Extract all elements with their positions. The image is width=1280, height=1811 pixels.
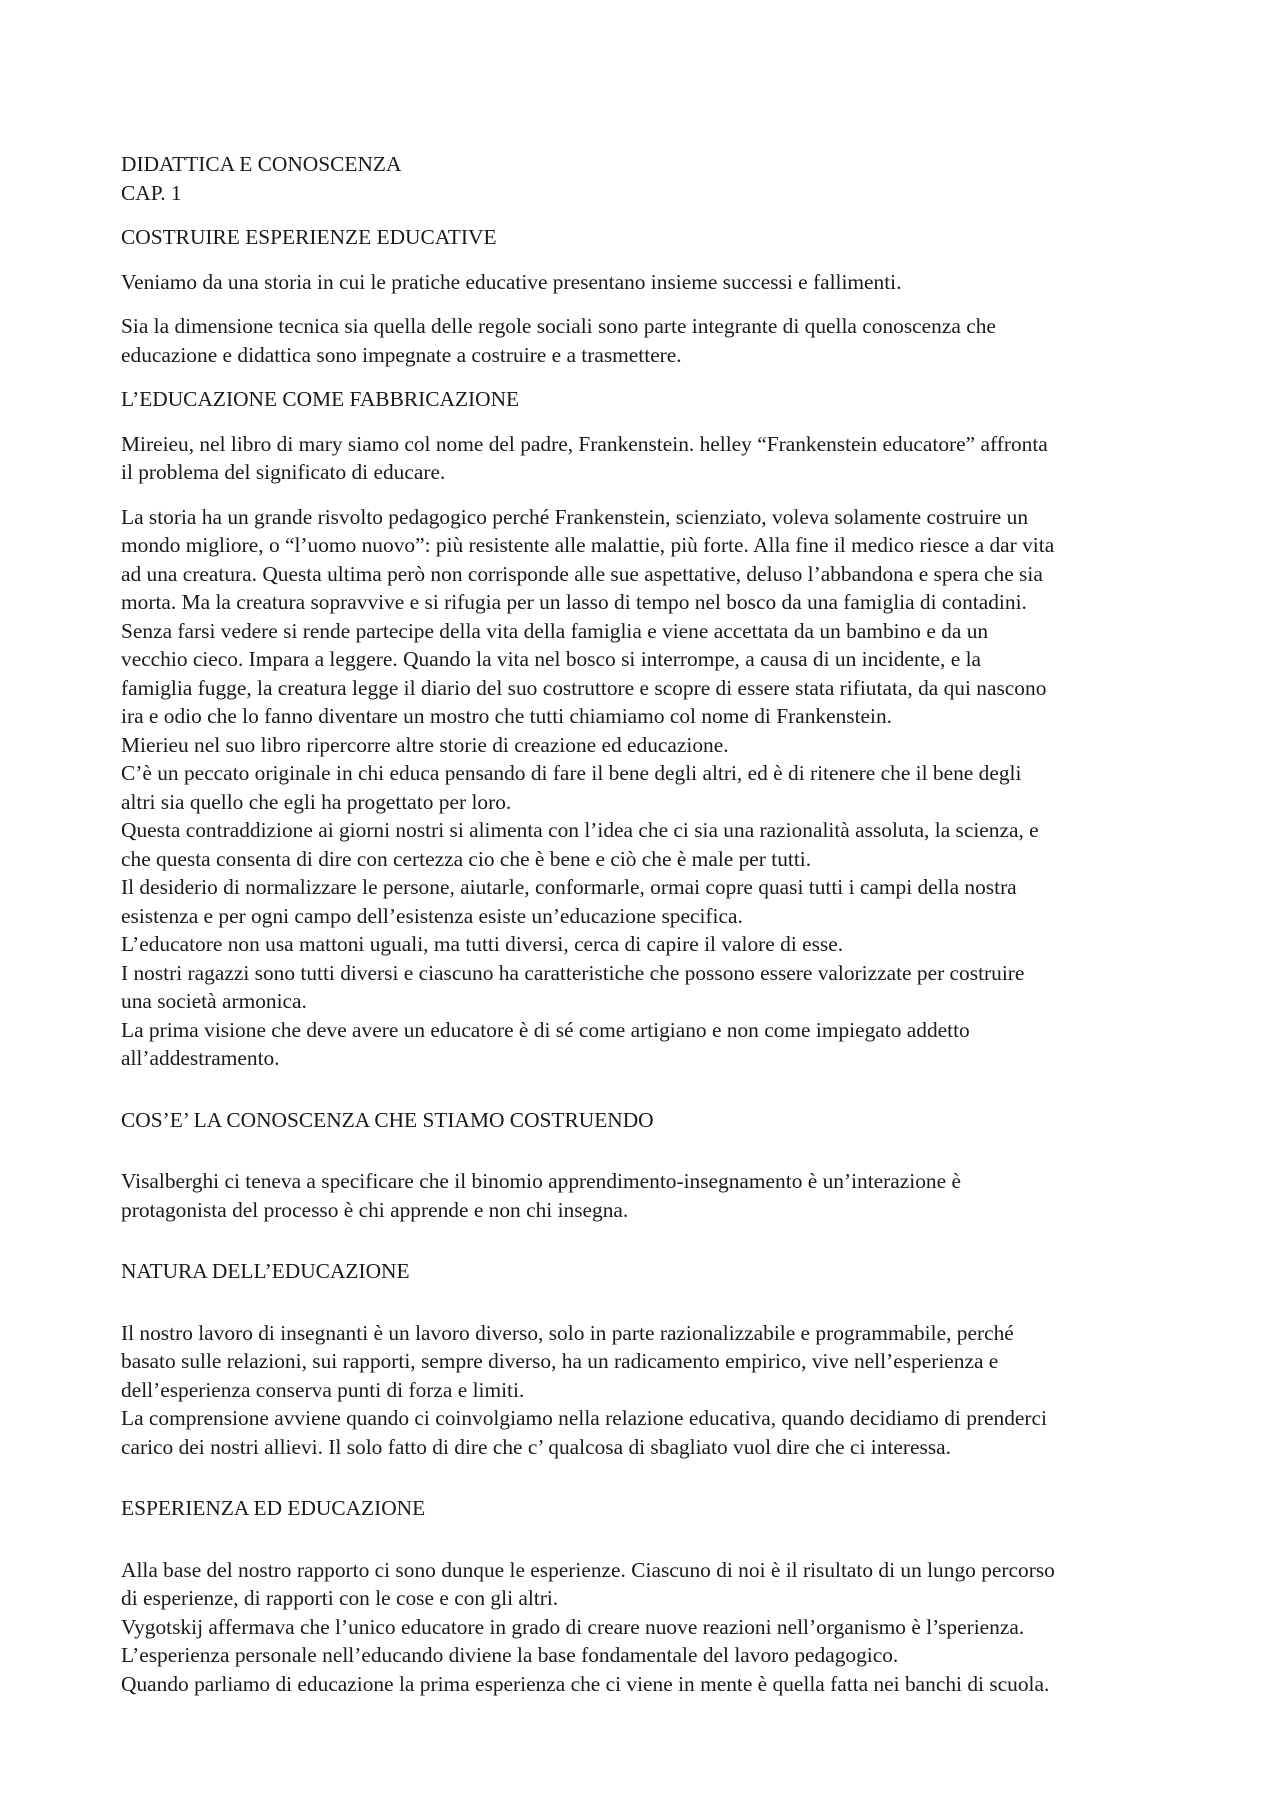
paragraph-line: ira e odio che lo fanno diventare un mostro che tutti chiamiamo col nome di Frankenstein. [121, 704, 893, 728]
paragraph-line: che questa consenta di dire con certezza cio che è bene e ciò che è male per tutti. [121, 846, 812, 871]
paragraph-line: ad una creatura. Questa ultima però non corrisponde alle sue aspettative, deluso l’abbandona e spera che sia [121, 561, 1043, 586]
paragraph-line: La prima visione che deve avere un educatore è di sé come artigiano e non come impiegato addetto [121, 1017, 970, 1042]
paragraph-line: I nostri ragazzi sono tutti diversi e ciascuno ha caratteristiche che possono essere valorizzate per costruire [121, 960, 1025, 985]
paragraph-line: L’esperienza personale nell’educando diviene la base fondamentale del lavoro pedagogico. [121, 1643, 899, 1667]
paragraph-line: Mierieu nel suo libro ripercorre altre storie di creazione ed educazione. [121, 732, 729, 757]
paragraph-line: Sia la dimensione tecnica sia quella delle regole sociali sono parte integrante di quella conoscenza che [121, 314, 996, 338]
chapter-label: CAP. 1 [121, 180, 182, 205]
paragraph-line: all’addestramento. [121, 1046, 280, 1070]
paragraph-line: vecchio cieco. Impara a leggere. Quando la vita nel bosco si interrompe, a causa di un incidente, e la [121, 647, 982, 671]
paragraph-line: L’educatore non usa mattoni uguali, ma tutti diversi, cerca di capire il valore di esse. [121, 932, 844, 956]
paragraph-line: morta. Ma la creatura sopravvive e si rifugia per un lasso di tempo nel bosco da una famiglia di contadini. [121, 590, 1027, 614]
paragraph-line: educazione e didattica sono impegnate a costruire e a trasmettere. [121, 342, 682, 367]
paragraph-line: Quando parliamo di educazione la prima esperienza che ci viene in mente è quella fatta nei banchi di scuola. [121, 1671, 1050, 1696]
paragraph-line: una società armonica. [121, 989, 307, 1013]
paragraph-line: Il desiderio di normalizzare le persone, aiutarle, conformarle, ormai copre quasi tutti i campi della nostra [121, 875, 1017, 899]
paragraph-line: dell’esperienza conserva punti di forza e limiti. [121, 1377, 525, 1402]
section-heading: ESPERIENZA ED EDUCAZIONE [121, 1496, 426, 1520]
paragraph-line: Il nostro lavoro di insegnanti è un lavoro diverso, solo in parte razionalizzabile e programmabile, perché [121, 1320, 1014, 1345]
paragraph-line: Questa contraddizione ai giorni nostri si alimenta con l’idea che ci sia una razionalità assoluta, la scienza, e [121, 818, 1039, 842]
paragraph-line: basato sulle relazioni, sui rapporti, sempre diverso, ha un radicamento empirico, vive nell’esperienza e [121, 1349, 999, 1373]
section-heading: COSTRUIRE ESPERIENZE EDUCATIVE [121, 225, 497, 249]
section-heading: COS’E’ LA CONOSCENZA CHE STIAMO COSTRUENDO [121, 1107, 654, 1132]
paragraph-line: mondo migliore, o “l’uomo nuovo”: più resistente alle malattie, più forte. Alla fine il medico riesce a dar vita [121, 533, 1055, 557]
paragraph-line: La storia ha un grande risvolto pedagogico perché Frankenstein, scienziato, voleva solamente costruire un [121, 504, 1029, 529]
paragraph-line: C’è un peccato originale in chi educa pensando di fare il bene degli altri, ed è di ritenere che il bene degli [121, 761, 1022, 785]
paragraph-line: Visalberghi ci teneva a specificare che il binomio apprendimento-insegnamento è un’interazione è [121, 1169, 961, 1193]
paragraph-line: carico dei nostri allievi. Il solo fatto di dire che c’ qualcosa di sbagliato vuol dire che ci interessa. [121, 1434, 951, 1459]
paragraph-line: Veniamo da una storia in cui le pratiche educative presentano insieme successi e fallimenti. [121, 269, 902, 294]
section-heading: NATURA DELL’EDUCAZIONE [121, 1259, 410, 1283]
paragraph-line: Mireieu, nel libro di mary siamo col nome del padre, Frankenstein. helley “Frankenstein educatore” affronta [121, 431, 1048, 456]
paragraph-line: famiglia fugge, la creatura legge il diario del suo costruttore e scopre di essere stata rifiutata, da qui nascono [121, 675, 1047, 700]
paragraph-line: protagonista del processo è chi apprende e non chi insegna. [121, 1197, 629, 1222]
document-title: DIDATTICA E CONOSCENZA [121, 152, 402, 176]
paragraph-line: La comprensione avviene quando ci coinvolgiamo nella relazione educativa, quando decidiamo di prenderci [121, 1406, 1047, 1430]
paragraph-line: il problema del significato di educare. [121, 460, 446, 484]
paragraph-line: di esperienze, di rapporti con le cose e con gli altri. [121, 1586, 559, 1610]
paragraph-line: esistenza e per ogni campo dell’esistenza esiste un’educazione specifica. [121, 903, 743, 928]
paragraph-line: altri sia quello che egli ha progettato per loro. [121, 789, 512, 814]
paragraph-line: Senza farsi vedere si rende partecipe della vita della famiglia e viene accettata da un bambino e da un [121, 618, 989, 643]
paragraph-line: Vygotskij affermava che l’unico educatore in grado di creare nuove reazioni nell’organismo è l’sperienza. [121, 1614, 1025, 1639]
section-heading: L’EDUCAZIONE COME FABBRICAZIONE [121, 387, 520, 411]
paragraph-line: Alla base del nostro rapporto ci sono dunque le esperienze. Ciascuno di noi è il risultato di un lungo percorso [121, 1557, 1055, 1582]
